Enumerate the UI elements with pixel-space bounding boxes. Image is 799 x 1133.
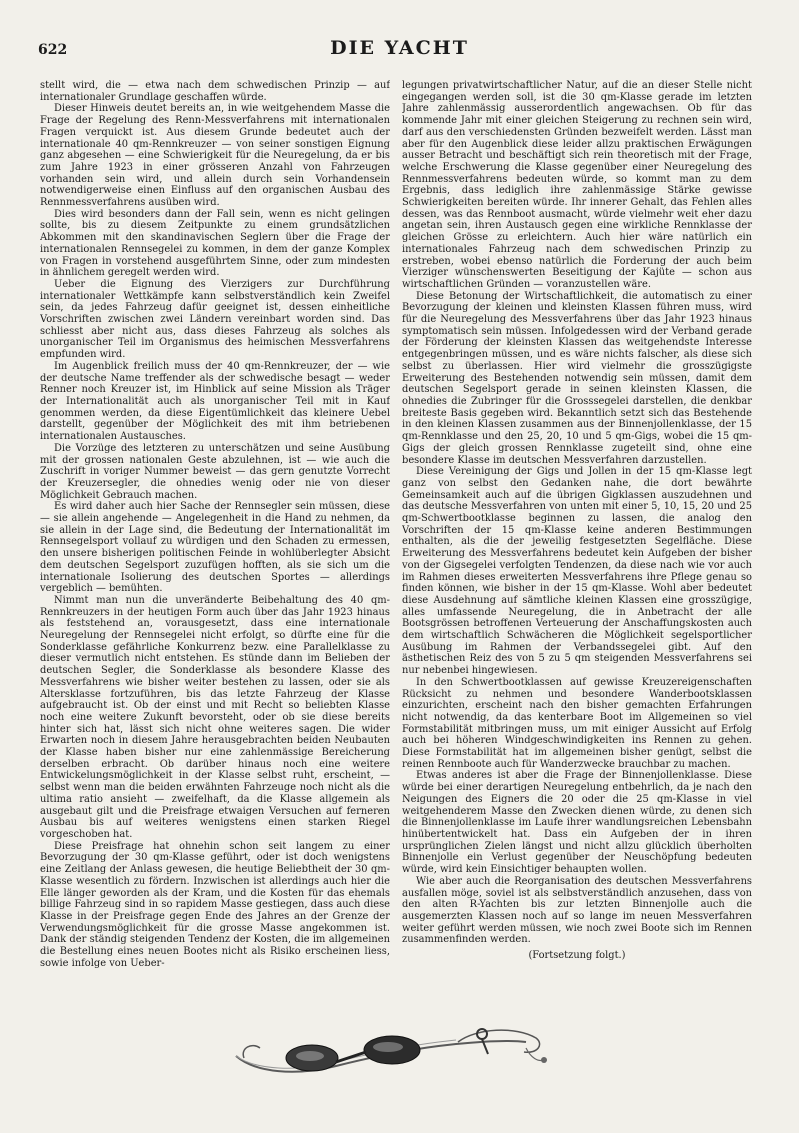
- running-title: DIE YACHT: [330, 37, 469, 59]
- paragraph: Wie aber auch die Reorganisation des deutschen Messverfahrens ausfallen möge, soviel ist als selbstverständlich anzusehen, dass von den alten R-Yachten bis zur letzten Binnenjolle auch die ausgemerzten Klassen noch auf so lange im neuen Messverfahren weiter geführt werden müssen, wie noch zwei Boote sich im Rennen zusammenfinden werden.: [402, 875, 752, 946]
- paragraph: Diese Vereinigung der Gigs und Jollen in der 15 qm-Klasse legt ganz von selbst den Gedanken nahe, die dort bewährte Gemeinsamkeit auch auf die übrigen Gigklassen auszudehnen und das deutsche Messverfahren von unten mit einer 5, 10, 15, 20 und 25 qm-Schwertbootklasse beginnen zu lassen, die analog den Vorschriften der 15 qm-Klasse keine anderen Bestimmungen enthalten, als die der jeweilig festgesetzten Segelfläche. Diese Erweiterung des Messverfahrens bedeutet kein Aufgeben der bisher von der Gigsegelei verfolgten Tendenzen, da diese nach wie vor auch im Rahmen dieses erweiterten Messverfahrens ihre Pflege genau so finden können, wie bisher in der 15 qm-Klasse. Wohl aber bedeutet diese Ausdehnung auf sämtliche kleinen Klassen eine grosszügige, alles umfassende Neuregelung, die in Anbetracht der alle Bootsgrössen betroffenen Verteuerung der Anschaffungskosten auch dem wirtschaftlich Schwächeren die Möglichkeit segelsportlicher Ausübung im Rahmen der Verbandssegelei gibt. Auf den ästhetischen Reiz des von 5 zu 5 qm steigenden Messverfahrens sei nur nebenbei hingewiesen.: [402, 466, 752, 677]
- page-header: [38, 36, 761, 62]
- continuation-note: (Fortsetzung folgt.): [528, 950, 626, 962]
- paragraph: legungen privatwirtschaftlicher Natur, auf die an dieser Stelle nicht eingegangen werden soll, ist die 30 qm-Klasse gerade im letzten Jahre zahlenmässig ausserordentlich angewachsen. Ob für das kommende Jahr mit einer gleichen Steigerung zu rechnen sein wird, darf aus den verschiedensten Gründen bezweifelt werden. Lässt man aber für den Augenblick diese leider allzu praktischen Erwägungen ausser Betracht und beschäftigt sich rein theoretisch mit der Frage, welche Erschwerung die Klasse gegenüber einer Neuregelung des Rennmessverfahrens bedeuten würde, so kommt man zu dem Ergebnis, dass lediglich ihre zahlenmässige Stärke gewisse Schwierigkeiten bereiten würde. Ihr innerer Gehalt, das Fehlen alles dessen, was das Rennboot ausmacht, würde vielmehr weit eher dazu angetan sein, ihren Austausch gegen eine wirkliche Rennklasse der gleichen Grösse zu erleichtern. Auch hier wäre natürlich ein internationales Fahrzeug nach dem schwedischen Prinzip zu erstreben, wobei ebenso natürlich die Forderung der auch beim Vierziger wünschenswerten Beseitigung der Kajüte — schon aus wirtschaftlichen Gründen — voranzustellen wäre.: [402, 80, 752, 290]
- paragraph: Diese Preisfrage hat ohnehin schon seit langem zu einer Bevorzugung der 30 qm-Klasse geführt, oder ist doch wenigstens eine Zeitlang der Anlass gewesen, die heutige Beliebtheit der 30 qm-Klasse wesentlich zu fördern. Inzwischen ist allerdings auch hier die Elle länger geworden als der Kram, und die Kosten für das ehemals billige Fahrzeug sind in so rapidem Masse gestiegen, dass auch diese Klasse in der Preisfrage gegen Ende des Jahres an der Grenze der Verwendungsmöglichkeit für die grosse Masse angekommen ist. Dank der ständig steigenden Tendenz der Kosten, die im allgemeinen die Bestellung eines neuen Bootes nicht als Risiko erscheinen liess, sowie infolge von Ueber-: [40, 840, 390, 969]
- left-column: [40, 80, 390, 1020]
- paragraph: Die Vorzüge des letzteren zu unterschätzen und seine Ausübung mit der grossen nationalen Geste abzulehnen, ist — wie auch die Zuschrift in voriger Nummer beweist — das gern genutzte Vorrecht der Kreuzersegler, die ohnedies wenig oder nie von dieser Möglichkeit Gebrauch machen.: [40, 442, 390, 501]
- paragraph: Diese Betonung der Wirtschaftlichkeit, die automatisch zu einer Bevorzugung der kleinen und kleinsten Klassen führen muss, wird für die Neuregelung des Messverfahrens über das Jahr 1923 hinaus symptomatisch sein müssen. Infolgedessen wird der Verband gerade der Förderung der kleinsten Klassen das weitgehendste Interesse entgegenbringen müssen, und es wäre nichts falscher, als diese sich selbst zu überlassen. Hier wird vielmehr die grosszügigste Erweiterung des Bestehenden notwendig sein müssen, damit dem deutschen Segelsport gerade in seinen kleinsten Klassen, die ohnedies die Zubringer für die Grosssegelei darstellen, die denkbar breiteste Basis gegeben wird. Bekanntlich setzt sich das Bestehende in den kleinen Klassen zusammen aus der Binnenjollenklasse, der 15 qm-Rennklasse und den 25, 20, 10 und 5 qm-Gigs, wobei die 15 qm-Gigs der gleich grossen Rennklasse zugeteilt sind, ohne eine besondere Klasse im deutschen Messverfahren darzustellen.: [402, 290, 752, 466]
- paragraph: stellt wird, die — etwa nach dem schwedischen Prinzip — auf internationaler Grundlage geschaffen würde.: [40, 80, 390, 103]
- paragraph: Im Augenblick freilich muss der 40 qm-Rennkreuzer, der — wie der deutsche Name treffender als der schwedische besagt — weder Renner noch Kreuzer ist, im Hinblick auf seine Mission als Träger der Internationalität auch als unorganischer Teil mit in Kauf genommen werden, da diese Eigentümlichkeit das kleinere Uebel darstellt, gegenüber der Möglichkeit des mit ihm betriebenen internationalen Austausches.: [40, 360, 390, 443]
- paragraph: In den Schwertbootklassen auf gewisse Kreuzereigenschaften Rücksicht zu nehmen und besondere Wanderbootsklassen einzurichten, erscheint nach den bisher gemachten Erfahrungen nicht notwendig, da das kenterbare Boot im Allgemeinen so viel Formstabilität mitbringen muss, um mit einiger Aussicht auf Erfolg auch bei höheren Windgeschwindigkeiten ins Rennen zu gehen. Diese Formstabilität hat im allgemeinen bisher genügt, selbst die reinen Rennboote auch für Wanderzwecke brauchbar zu machen.: [402, 676, 752, 770]
- paragraph: Dieser Hinweis deutet bereits an, in wie weitgehendem Masse die Frage der Regelung des Renn-Messverfahrens mit internationalen Fragen verquickt ist. Aus diesem Grunde bedeutet auch der internationale 40 qm-Rennkreuzer — von seiner sonstigen Eignung ganz abgesehen — eine Schwierigkeit für die Neuregelung, da er bis zum Jahre 1923 in einer grösseren Anzahl von Fahrzeugen vorhanden sein wird, und allein durch sein Vorhandensein notwendigerweise einen Einfluss auf den organischen Ausbau des Rennmessverfahrens ausüben wird.: [40, 103, 390, 209]
- page-number: 622: [38, 42, 68, 58]
- paragraph: Etwas anderes ist aber die Frage der Binnenjollenklasse. Diese würde bei einer derartigen Neuregelung entbehrlich, da je nach den Neigungen des Eigners die 20 oder die 25 qm-Klasse in viel weitgehenderem Masse den Zwecken dienen würde, zu denen sich die Binnenjollenklasse im Laufe ihrer wandlungsreichen Lebensbahn hinübertentwickelt hat. Dass ein Aufgeben der in ihren ursprünglichen Zielen längst und nicht allzu glücklich überholten Binnenjolle ein Verlust gegenüber der Neuschöpfung bedeuten würde, wird kein Einsichtiger behaupten wollen.: [402, 770, 752, 876]
- rope-and-block-vignette-icon: [226, 1018, 556, 1078]
- paragraph: Nimmt man nun die unveränderte Beibehaltung des 40 qm-Rennkreuzers in der heutigen Form auch über das Jahr 1923 hinaus als feststehend an, vorausgesetzt, dass eine internationale Neuregelung der Rennsegelei nicht erfolgt, so dürfte eine für die Sonderklasse gefährliche Konkurrenz bezw. eine Parallelklasse zu dieser vermutlich nicht entstehen. Es stünde dann im Belieben der deutschen Segler, die Sonderklasse als besondere Klasse des Messverfahrens wie bisher weiter bestehen zu lassen, oder sie als Altersklasse fortzuführen, bis das letzte Fahrzeug der Klasse aufgebraucht ist. Ob der einst und mit Recht so beliebten Klasse noch eine weitere Zukunft bevorsteht, oder ob sie diese bereits hinter sich hat, lässt sich nicht ohne weiteres sagen. Die wider Erwarten noch in diesem Jahre herausgebrachten beiden Neubauten der Klasse haben bisher nur eine zahlenmässige Bereicherung derselben erbracht. Ob darüber hinaus noch eine weitere Entwickelungsmöglichkeit in der Klasse selbst ruht, erscheint, — selbst wenn man die beiden erwähnten Fahrzeuge noch nicht als die ultima ratio ansieht — zweifelhaft, da die Klasse allgemein als ausgebaut gilt und die Preisfrage etwaigen Versuchen auf ferneren Ausbau bis auf weiteres wenigstens einen starken Riegel vorgeschoben hat.: [40, 594, 390, 840]
- paragraph: Es wird daher auch hier Sache der Rennsegler sein müssen, diese — sie allein angehende — Angelegenheit in die Hand zu nehmen, da sie allein in der Lage sind, die Bedeutung der Internationalität im Rennsegelsport vollauf zu würdigen und den Schaden zu ermessen, den unsere bisherigen politischen Feinde in wohlüberlegter Absicht dem deutschen Segelsport zuzufügen hofften, als sie sich um die internationale Isolierung des deutschen Sportes — allerdings vergeblich — bemühten.: [40, 501, 390, 595]
- paragraph: Dies wird besonders dann der Fall sein, wenn es nicht gelingen sollte, bis zu diesem Zeitpunkte zu einem grundsätzlichen Abkommen mit den skandinavischen Seglern über die Frage der internationalen Rennsegelei zu kommen, in dem der ganze Komplex von Fragen in vorstehend ausgeführtem Sinne, oder zum mindesten in ähnlichem geregelt werden wird.: [40, 208, 390, 279]
- paragraph: Ueber die Eignung des Vierzigers zur Durchführung internationaler Wettkämpfe kann selbstverständlich kein Zweifel sein, da jedes Fahrzeug dafür geeignet ist, dessen einheitliche Vorschriften zwischen zwei Ländern vereinbart worden sind. Das schliesst aber nicht aus, dass dieses Fahrzeug als solches als unorganischer Teil im Organismus des heimischen Messverfahrens empfunden wird.: [40, 278, 390, 361]
- right-column: [402, 80, 752, 1020]
